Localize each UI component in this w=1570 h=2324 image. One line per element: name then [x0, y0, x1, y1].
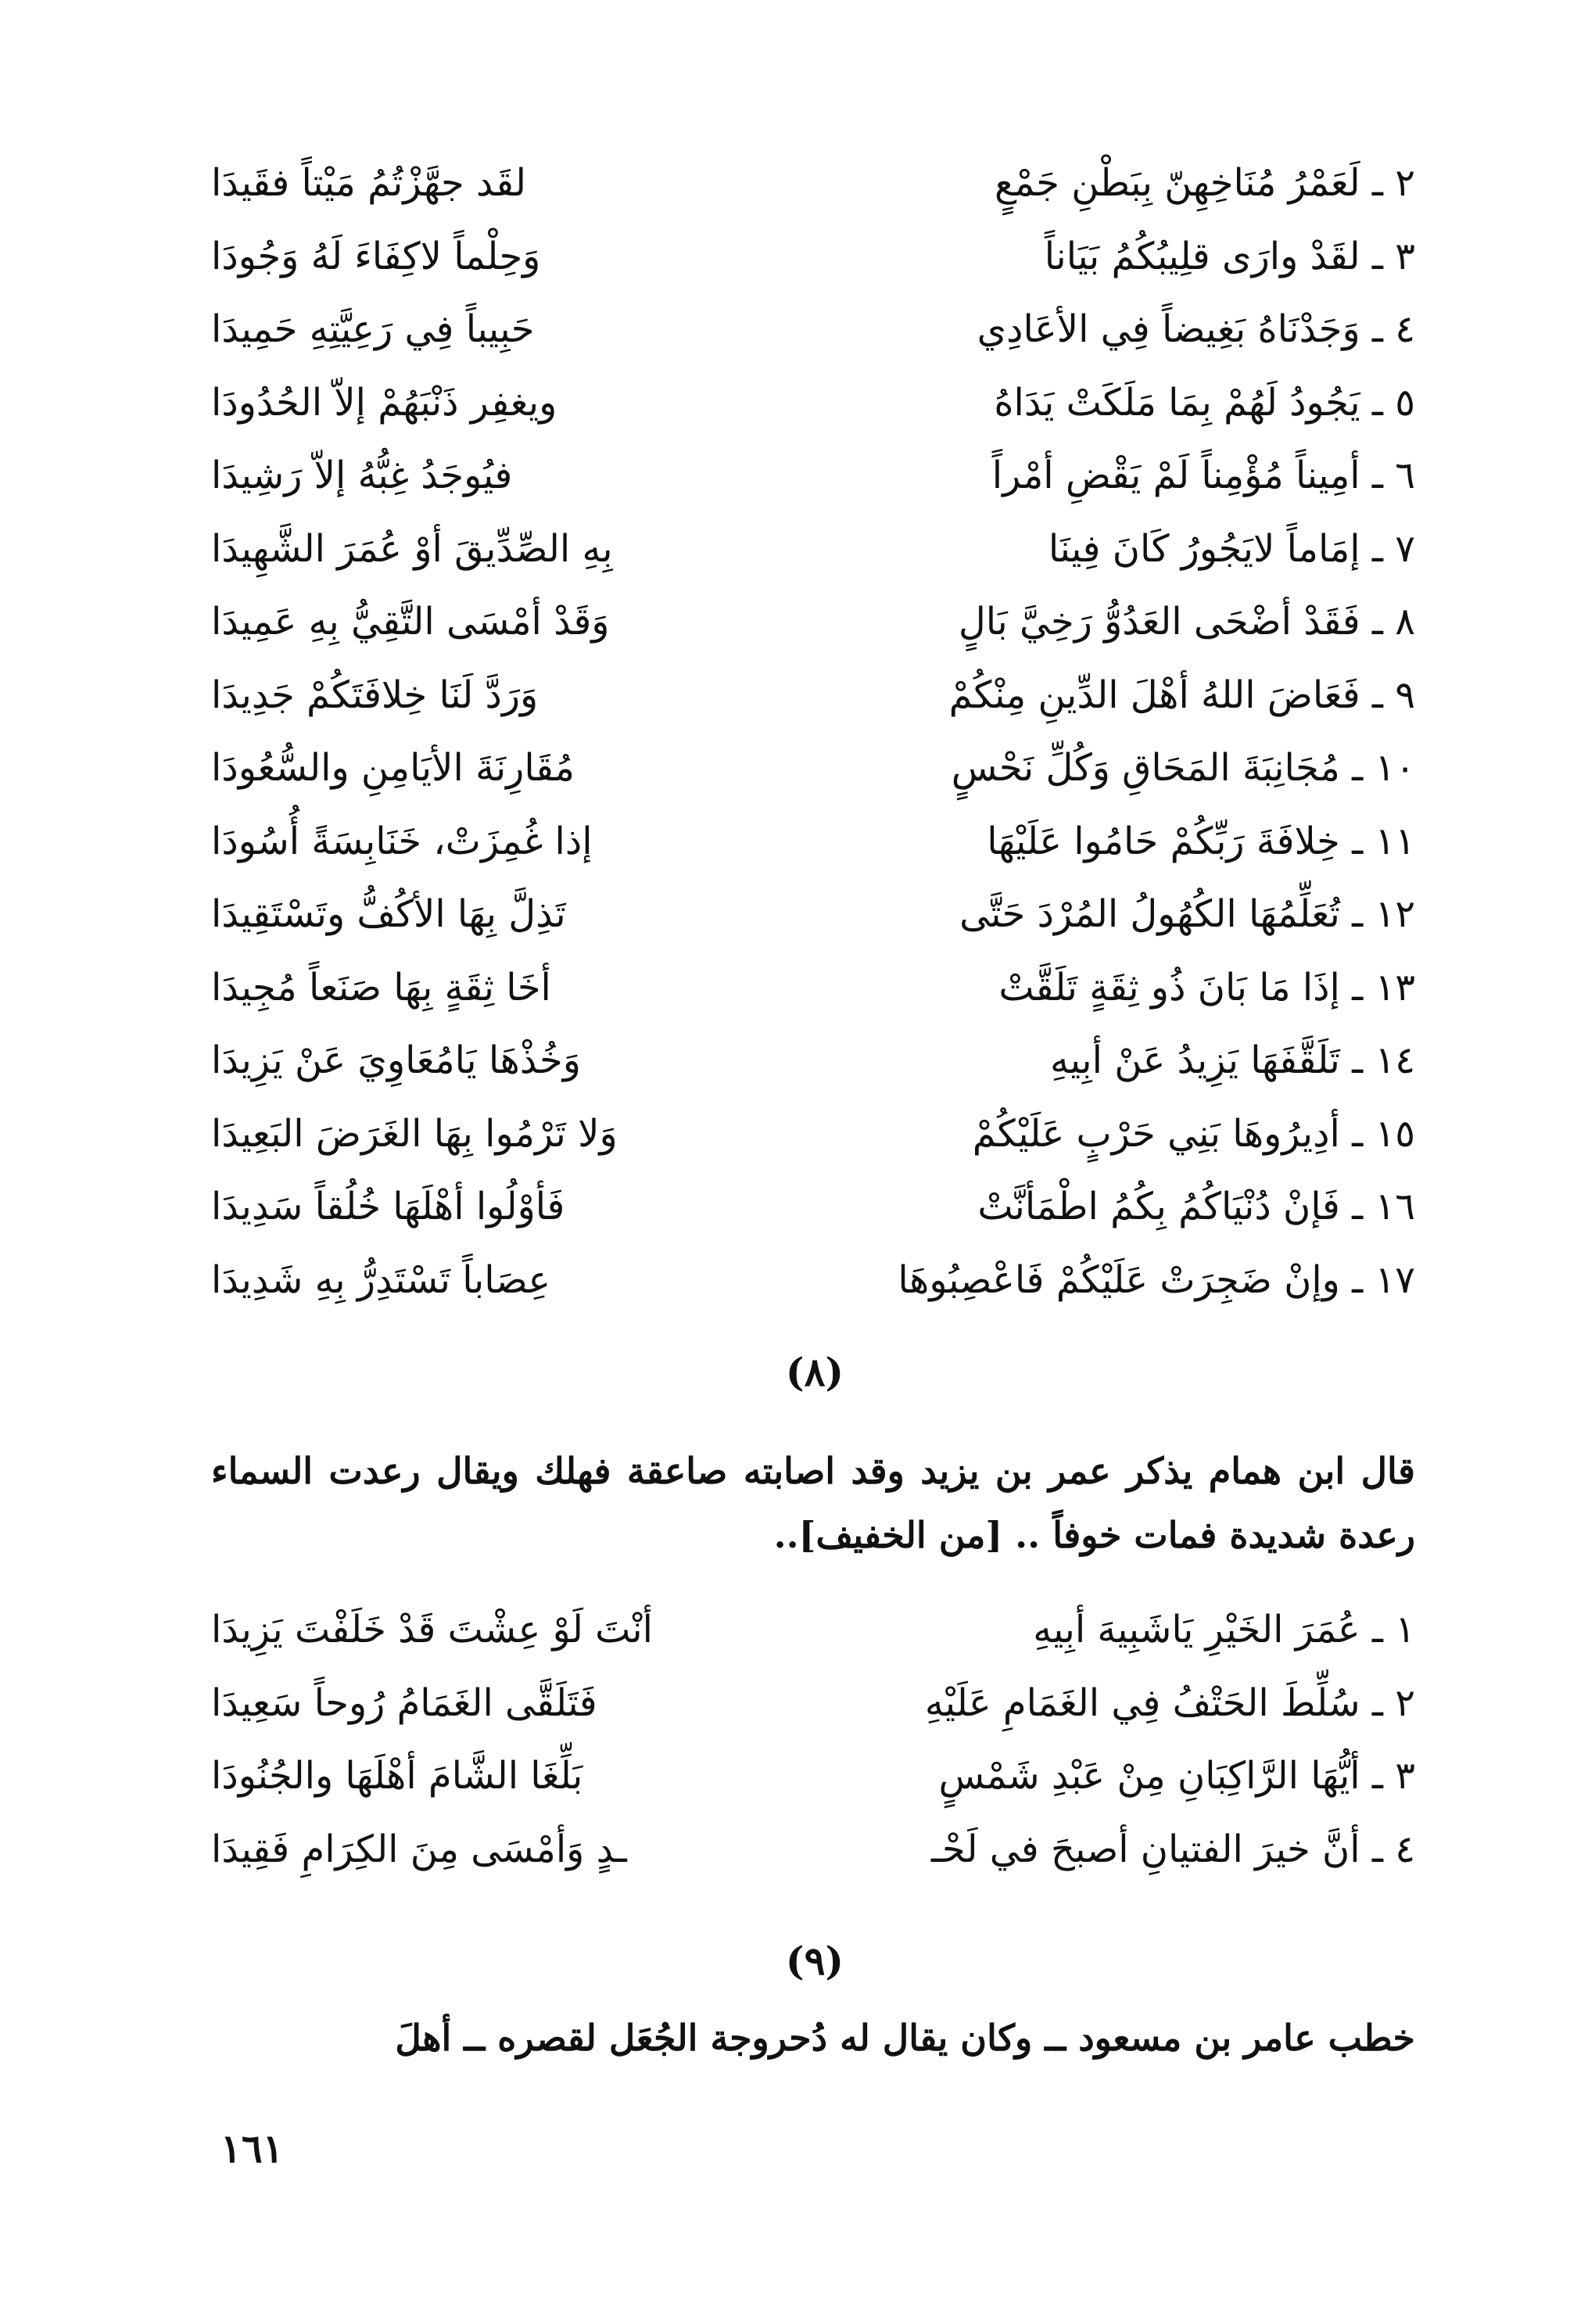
verse-second-hemistich: وَرَدَّ لَنَا خِلافَتَكُمْ جَدِيدَا: [211, 672, 539, 717]
verse-line: [211, 732, 1415, 805]
verse-second-hemistich: إذا غُمِزَتْ، خَنَابِسَةً أُسُودَا: [211, 819, 593, 863]
verse-second-hemistich: وَخُذْهَا يَامُعَاوِيَ عَنْ يَزِيدَا: [211, 1038, 581, 1083]
verse-line: [211, 221, 1415, 294]
verse-line: [211, 1740, 1415, 1813]
verse-line: [211, 439, 1415, 513]
verse-first-hemistich: ٩ ـ فَعَاضَ اللهُ أهْلَ الدِّينِ مِنْكُمْ: [948, 672, 1415, 717]
verse-line: [211, 1171, 1415, 1244]
verse-first-hemistich: ٣ ـ لقَدْ وارَى قلِيبُكُمُ بَيَاناً: [1044, 234, 1415, 278]
verse-first-hemistich: ١ ـ عُمَرَ الخَيْرِ يَاشَبِيهَ أبِيهِ: [1033, 1608, 1415, 1652]
verse-second-hemistich: فَأوْلُوا أهْلَهَا خُلُقاً سَدِيدَا: [211, 1185, 565, 1229]
verse-line: [211, 513, 1415, 586]
verse-second-hemistich: فيُوجَدُ غِبُّهُ إلاّ رَشِيدَا: [211, 454, 513, 498]
verse-line: [211, 293, 1415, 367]
verse-line: [211, 586, 1415, 659]
verse-line: [211, 1098, 1415, 1171]
verse-line: [211, 1244, 1415, 1318]
verse-second-hemistich: حَبِيباً فِي رَعِيَّتِهِ حَمِيدَا: [211, 307, 535, 352]
verse-first-hemistich: ٤ ـ وَجَدْنَاهُ بَغِيضاً فِي الأعَادِي: [977, 307, 1415, 352]
verse-first-hemistich: ١٥ ـ أدِيرُوهَا بَنِي حَرْبٍ عَلَيْكُمْ: [972, 1111, 1415, 1156]
verse-second-hemistich: تَذِلَّ بِهَا الأكُفُّ وتَسْتَقِيدَا: [211, 892, 566, 937]
verse-line: [211, 1024, 1415, 1098]
verse-first-hemistich: ٢ ـ سُلِّطَ الحَتْفُ فِي الغَمَامِ عَلَيْهِ: [924, 1680, 1415, 1725]
page-number: ١٦١: [220, 2125, 284, 2172]
verse-second-hemistich: عِصَاباً تَسْتَدِرُّ بِهِ شَدِيدَا: [211, 1257, 551, 1302]
verse-line: [211, 1813, 1415, 1887]
verse-second-hemistich: وَحِلْماً لاكِفَاءَ لَهُ وَجُودَا: [211, 234, 541, 278]
section-intro: خطب عامر بن مسعود ــ وكان يقال له دُحروجة الجُعَل لقصره ــ أهلَ: [395, 2017, 1415, 2059]
verse-line: [211, 367, 1415, 440]
verse-line: [211, 805, 1415, 879]
verse-line: [211, 1594, 1415, 1667]
verse-first-hemistich: ٧ ـ إمَاماً لايَجُورُ كَانَ فِينَا: [1048, 526, 1415, 571]
section-intro: قال ابن همام يذكر عمر بن يزيد وقد اصابته صاعقة فهلك ويقال رعدت السماء رعدة شديدة فمات خوفاً .. [من الخفيف]..: [211, 1450, 1415, 1556]
poem-8-verses: [211, 1594, 1415, 1886]
verse-second-hemistich: بَلِّغَا الشَّامَ أهْلَهَا والجُنُودَا: [211, 1754, 583, 1799]
verse-first-hemistich: ٥ ـ يَجُودُ لَهُمْ بِمَا مَلَكَتْ يَدَاهُ: [994, 380, 1415, 425]
verse-first-hemistich: ١٤ ـ تَلَقَّفَهَا يَزِيدُ عَنْ أبِيهِ: [1050, 1038, 1415, 1083]
verse-first-hemistich: ١٦ ـ فَإنْ دُنْيَاكُمُ بِكُمُ اطْمَأنَّتْ: [977, 1185, 1415, 1229]
verse-first-hemistich: ١١ ـ خِلافَةَ رَبِّكُمْ حَامُوا عَلَيْهَا: [987, 819, 1415, 863]
verse-second-hemistich: أخَا ثِقَةٍ بِهَا صَنَعاً مُجِيدَا: [211, 965, 551, 1010]
verse-first-hemistich: ١٧ ـ وإنْ ضَجِرَتْ عَلَيْكُمْ فَاعْصِبُوهَا: [898, 1257, 1415, 1302]
verse-second-hemistich: ـدٍ وَأمْسَى مِنَ الكِرَامِ فَقِيدَا: [211, 1827, 627, 1871]
verse-first-hemistich: ٤ ـ أنَّ خيرَ الفتيانِ أصبحَ في لَحْـ: [930, 1827, 1415, 1871]
verse-second-hemistich: وَلا تَرْمُوا بِهَا الغَرَضَ البَعِيدَا: [211, 1111, 618, 1156]
verse-second-hemistich: ويغفِر ذَنْبَهُمْ إلاّ الحُدُودَا: [211, 380, 557, 425]
verse-first-hemistich: ١٣ ـ إذَا مَا بَانَ ذُو ثِقَةٍ تَلَقَّتْ: [998, 965, 1415, 1010]
verse-second-hemistich: بِهِ الصِّدِّيقَ أوْ عُمَرَ الشَّهِيدَا: [211, 526, 613, 571]
section-number: (٨): [785, 1349, 844, 1395]
verse-first-hemistich: ٣ ـ أيُّهَا الرَّاكِبَانِ مِنْ عَبْدِ شَمْسٍ: [938, 1754, 1415, 1799]
verse-first-hemistich: ١٢ ـ تُعَلِّمُهَا الكُهُولُ المُرْدَ حَتَّى: [959, 892, 1415, 937]
verse-second-hemistich: فَتَلَقَّى الغَمَامُ رُوحاً سَعِيدَا: [211, 1680, 597, 1725]
verse-line: [211, 952, 1415, 1025]
verse-second-hemistich: لقَد جهَّزْتُمُ مَيْتاً فقَيدَا: [211, 161, 527, 206]
section-number: (٩): [785, 1938, 844, 1984]
verse-first-hemistich: ١٠ ـ مُجَانِبَةَ المَحَاقِ وَكُلِّ نَحْسٍ: [951, 746, 1415, 791]
verse-line: [211, 147, 1415, 221]
verse-line: [211, 659, 1415, 733]
verse-first-hemistich: ٦ ـ أمِيناً مُؤْمِناً لَمْ يَقْضِ أمْراً: [991, 454, 1415, 498]
verse-first-hemistich: ٢ ـ لَعَمْرُ مُنَاخِهِنّ بِبَطْنِ جَمْعٍ: [994, 161, 1415, 206]
verse-first-hemistich: ٨ ـ فَقَدْ أضْحَى العَدُوُّ رَخِيَّ بَالٍ: [958, 600, 1415, 644]
verse-second-hemistich: مُقَارِنَةَ الأيَامِنِ والسُّعُودَا: [211, 746, 575, 791]
verse-second-hemistich: وَقَدْ أمْسَى التَّقِيُّ بِهِ عَمِيدَا: [211, 600, 610, 644]
verse-line: [211, 1667, 1415, 1741]
verse-line: [211, 878, 1415, 952]
verse-second-hemistich: أنْتَ لَوْ عِشْتَ قَدْ خَلَفْتَ يَزِيدَا: [211, 1608, 653, 1652]
poem-7-verses: [211, 147, 1415, 1317]
